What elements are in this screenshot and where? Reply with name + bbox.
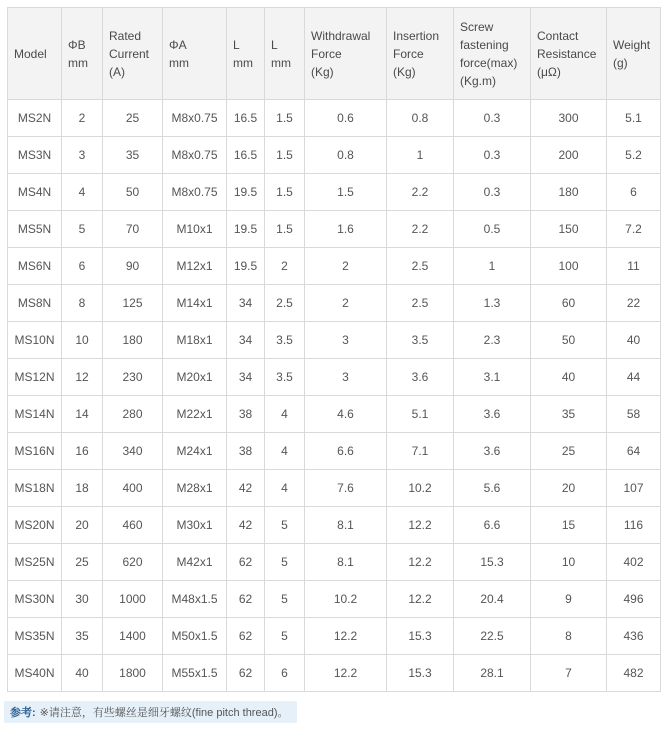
column-header: ΦB mm (62, 8, 103, 100)
table-cell: 1.5 (265, 174, 305, 211)
table-cell: 5.6 (454, 470, 531, 507)
table-cell: 100 (531, 248, 607, 285)
table-cell: 8.1 (305, 507, 387, 544)
table-cell: 5 (265, 581, 305, 618)
column-header: Weight (g) (607, 8, 661, 100)
table-cell: 10.2 (305, 581, 387, 618)
table-cell: 16.5 (227, 137, 265, 174)
table-cell: 3.5 (265, 322, 305, 359)
table-row (8, 396, 661, 433)
model-cell: MS20N (8, 507, 62, 544)
table-cell: 3.6 (454, 396, 531, 433)
table-cell: 62 (227, 655, 265, 692)
table-cell: 4 (265, 470, 305, 507)
model-cell: MS18N (8, 470, 62, 507)
table-cell: 1.5 (305, 174, 387, 211)
table-cell: 3.6 (454, 433, 531, 470)
table-cell: 6 (265, 655, 305, 692)
table-cell: 0.5 (454, 211, 531, 248)
table-cell: 16.5 (227, 100, 265, 137)
table-cell: 20 (62, 507, 103, 544)
table-cell: 230 (103, 359, 163, 396)
table-cell: 70 (103, 211, 163, 248)
table-cell: 25 (103, 100, 163, 137)
table-cell: 8 (531, 618, 607, 655)
table-row (8, 544, 661, 581)
table-cell: 22.5 (454, 618, 531, 655)
model-cell: MS3N (8, 137, 62, 174)
table-cell: 25 (531, 433, 607, 470)
table-cell: 1.5 (265, 211, 305, 248)
table-cell: 25 (62, 544, 103, 581)
table-cell: 40 (62, 655, 103, 692)
column-header: Rated Current (A) (103, 8, 163, 100)
table-cell: 15.3 (387, 618, 454, 655)
table-cell: 34 (227, 322, 265, 359)
table-cell: 3.6 (387, 359, 454, 396)
table-cell: 2.5 (265, 285, 305, 322)
table-cell: 1.5 (265, 137, 305, 174)
table-cell: 2.2 (387, 174, 454, 211)
table-row (8, 248, 661, 285)
table-cell: M22x1 (163, 396, 227, 433)
table-header (8, 8, 661, 100)
table-cell: 620 (103, 544, 163, 581)
table-cell: 42 (227, 470, 265, 507)
column-header: Screw fastening force(max) (Kg.m) (454, 8, 531, 100)
table-cell: 62 (227, 544, 265, 581)
table-cell: 90 (103, 248, 163, 285)
table-cell: 16 (62, 433, 103, 470)
table-cell: M24x1 (163, 433, 227, 470)
table-cell: 7.1 (387, 433, 454, 470)
table-cell: M20x1 (163, 359, 227, 396)
table-cell: 10 (62, 322, 103, 359)
table-cell: 18 (62, 470, 103, 507)
model-cell: MS5N (8, 211, 62, 248)
table-cell: 1 (387, 137, 454, 174)
table-cell: 19.5 (227, 248, 265, 285)
table-row (8, 655, 661, 692)
table-cell: 5 (265, 507, 305, 544)
table-cell: 400 (103, 470, 163, 507)
table-cell: 200 (531, 137, 607, 174)
model-cell: MS25N (8, 544, 62, 581)
table-cell: 58 (607, 396, 661, 433)
model-cell: MS6N (8, 248, 62, 285)
table-row (8, 285, 661, 322)
table-body (8, 100, 661, 692)
table-cell: M12x1 (163, 248, 227, 285)
table-cell: 12.2 (305, 618, 387, 655)
table-cell: 5.2 (607, 137, 661, 174)
table-cell: 1000 (103, 581, 163, 618)
table-cell: 35 (531, 396, 607, 433)
table-cell: 2.5 (387, 248, 454, 285)
column-header: Model (8, 8, 62, 100)
table-cell: 5 (265, 618, 305, 655)
table-cell: 15.3 (387, 655, 454, 692)
table-cell: M8x0.75 (163, 137, 227, 174)
table-cell: 7 (531, 655, 607, 692)
table-cell: 2.3 (454, 322, 531, 359)
table-cell: 6 (607, 174, 661, 211)
table-cell: 8.1 (305, 544, 387, 581)
table-row (8, 581, 661, 618)
table-cell: 3 (62, 137, 103, 174)
table-cell: 2 (62, 100, 103, 137)
table-cell: M18x1 (163, 322, 227, 359)
table-cell: M10x1 (163, 211, 227, 248)
table-cell: M55x1.5 (163, 655, 227, 692)
table-cell: 20.4 (454, 581, 531, 618)
table-cell: 19.5 (227, 211, 265, 248)
table-cell: 1.6 (305, 211, 387, 248)
table-cell: 34 (227, 359, 265, 396)
table-cell: 11 (607, 248, 661, 285)
table-cell: 8 (62, 285, 103, 322)
table-cell: 4 (265, 396, 305, 433)
table-cell: 20 (531, 470, 607, 507)
model-cell: MS14N (8, 396, 62, 433)
table-cell: 2.2 (387, 211, 454, 248)
table-cell: 125 (103, 285, 163, 322)
table-cell: 35 (62, 618, 103, 655)
table-cell: 28.1 (454, 655, 531, 692)
table-cell: 116 (607, 507, 661, 544)
table-cell: 3.5 (265, 359, 305, 396)
table-cell: 0.3 (454, 137, 531, 174)
table-cell: M14x1 (163, 285, 227, 322)
table-cell: 2 (305, 285, 387, 322)
column-header: Withdrawal Force (Kg) (305, 8, 387, 100)
table-cell: 5.1 (387, 396, 454, 433)
table-cell: M42x1 (163, 544, 227, 581)
table-cell: 19.5 (227, 174, 265, 211)
table-cell: 9 (531, 581, 607, 618)
model-cell: MS8N (8, 285, 62, 322)
table-cell: 64 (607, 433, 661, 470)
table-cell: 38 (227, 433, 265, 470)
table-cell: 12.2 (387, 581, 454, 618)
table-cell: 12.2 (387, 507, 454, 544)
table-row (8, 507, 661, 544)
table-cell: 5.1 (607, 100, 661, 137)
table-cell: M50x1.5 (163, 618, 227, 655)
table-cell: 1800 (103, 655, 163, 692)
header-row (8, 8, 661, 100)
table-row (8, 618, 661, 655)
table-cell: 0.3 (454, 174, 531, 211)
table-cell: 0.3 (454, 100, 531, 137)
model-cell: MS10N (8, 322, 62, 359)
table-row (8, 137, 661, 174)
column-header: Insertion Force (Kg) (387, 8, 454, 100)
table-cell: 22 (607, 285, 661, 322)
column-header: Contact Resistance (μΩ) (531, 8, 607, 100)
table-cell: 4 (265, 433, 305, 470)
table-cell: 1 (454, 248, 531, 285)
table-cell: 180 (103, 322, 163, 359)
table-cell: 3 (305, 322, 387, 359)
table-cell: 62 (227, 581, 265, 618)
table-cell: 3.1 (454, 359, 531, 396)
table-cell: 6.6 (454, 507, 531, 544)
table-cell: 150 (531, 211, 607, 248)
model-cell: MS30N (8, 581, 62, 618)
table-cell: 12.2 (305, 655, 387, 692)
table-cell: 0.6 (305, 100, 387, 137)
table-cell: 1.3 (454, 285, 531, 322)
table-cell: 2 (265, 248, 305, 285)
model-cell: MS40N (8, 655, 62, 692)
table-cell: 402 (607, 544, 661, 581)
table-row (8, 433, 661, 470)
table-cell: 0.8 (305, 137, 387, 174)
table-cell: 4 (62, 174, 103, 211)
model-cell: MS12N (8, 359, 62, 396)
note-text: ※请注意，有些螺丝是细牙螺纹(fine pitch thread)。 (39, 707, 289, 719)
table-cell: 436 (607, 618, 661, 655)
table-row (8, 322, 661, 359)
table-cell: 2.5 (387, 285, 454, 322)
column-header: ΦA mm (163, 8, 227, 100)
table-row (8, 174, 661, 211)
table-cell: 38 (227, 396, 265, 433)
table-cell: 107 (607, 470, 661, 507)
table-cell: 10 (531, 544, 607, 581)
table-row (8, 211, 661, 248)
table-cell: 50 (103, 174, 163, 211)
table-row (8, 470, 661, 507)
table-cell: 7.2 (607, 211, 661, 248)
table-cell: 60 (531, 285, 607, 322)
table-cell: 12.2 (387, 544, 454, 581)
table-cell: 30 (62, 581, 103, 618)
table-cell: M48x1.5 (163, 581, 227, 618)
table-cell: 0.8 (387, 100, 454, 137)
table-cell: 40 (531, 359, 607, 396)
table-cell: 7.6 (305, 470, 387, 507)
table-cell: 180 (531, 174, 607, 211)
table-cell: 1.5 (265, 100, 305, 137)
table-cell: 300 (531, 100, 607, 137)
table-cell: 4.6 (305, 396, 387, 433)
table-cell: 40 (607, 322, 661, 359)
table-cell: 35 (103, 137, 163, 174)
table-cell: M8x0.75 (163, 174, 227, 211)
table-cell: M8x0.75 (163, 100, 227, 137)
model-cell: MS35N (8, 618, 62, 655)
table-cell: M28x1 (163, 470, 227, 507)
table-cell: M30x1 (163, 507, 227, 544)
table-cell: 44 (607, 359, 661, 396)
table-cell: 15.3 (454, 544, 531, 581)
table-cell: 12 (62, 359, 103, 396)
column-header: L mm (227, 8, 265, 100)
table-cell: 15 (531, 507, 607, 544)
table-cell: 6.6 (305, 433, 387, 470)
model-cell: MS4N (8, 174, 62, 211)
note-bar (4, 701, 297, 723)
table-cell: 496 (607, 581, 661, 618)
table-cell: 1400 (103, 618, 163, 655)
note-label: 参考: (10, 707, 36, 719)
table-cell: 6 (62, 248, 103, 285)
column-header: L mm (265, 8, 305, 100)
table-row (8, 100, 661, 137)
table-cell: 482 (607, 655, 661, 692)
spec-table (7, 7, 661, 692)
table-cell: 34 (227, 285, 265, 322)
table-cell: 3 (305, 359, 387, 396)
table-cell: 460 (103, 507, 163, 544)
table-cell: 14 (62, 396, 103, 433)
table-cell: 3.5 (387, 322, 454, 359)
model-cell: MS2N (8, 100, 62, 137)
table-cell: 340 (103, 433, 163, 470)
table-cell: 10.2 (387, 470, 454, 507)
table-row (8, 359, 661, 396)
table-cell: 2 (305, 248, 387, 285)
table-cell: 50 (531, 322, 607, 359)
table-cell: 42 (227, 507, 265, 544)
table-cell: 5 (62, 211, 103, 248)
table-cell: 62 (227, 618, 265, 655)
model-cell: MS16N (8, 433, 62, 470)
table-cell: 280 (103, 396, 163, 433)
table-cell: 5 (265, 544, 305, 581)
